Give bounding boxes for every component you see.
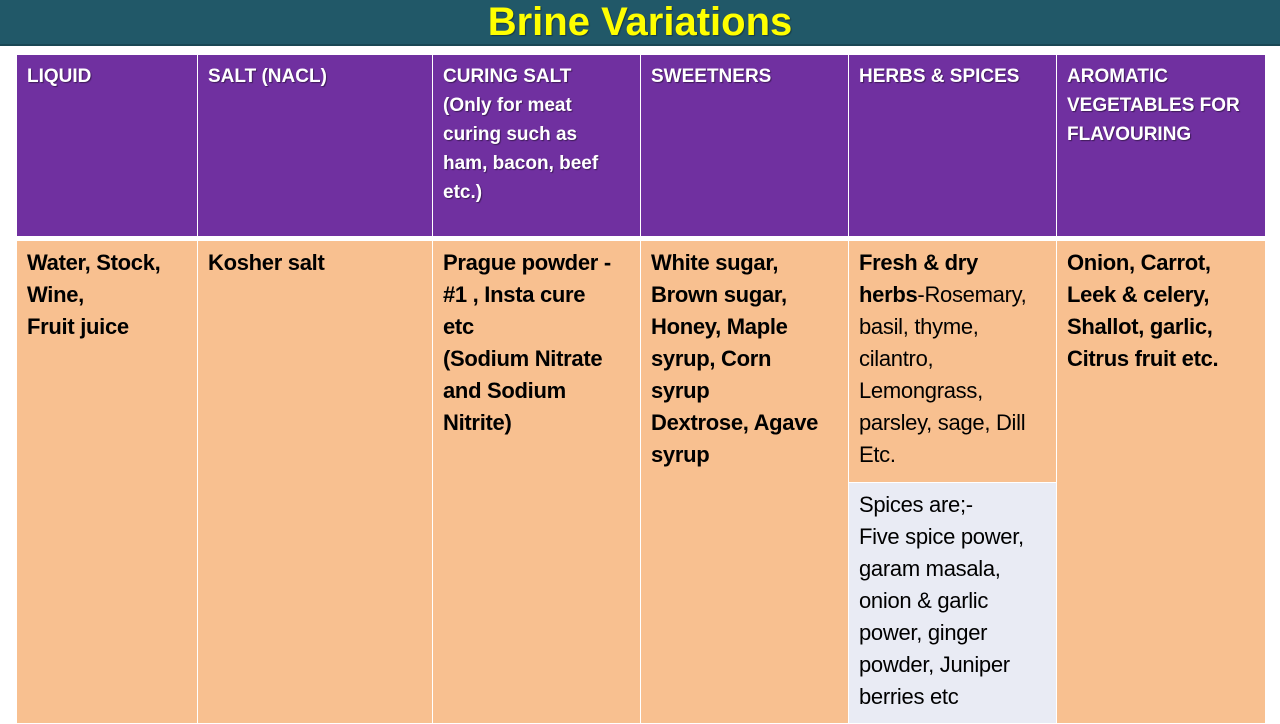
content-row-1 [17, 241, 1266, 483]
header-aromatic [1057, 55, 1266, 237]
cell-line: Fruit juice [27, 314, 129, 339]
cell-line: and Sodium [443, 378, 566, 403]
cell-line: powder, Juniper [859, 652, 1010, 677]
cell-aromatic [1057, 241, 1266, 724]
cell-herbs [849, 241, 1057, 483]
cell-line: etc [443, 314, 474, 339]
header-line: curing such as [443, 124, 578, 145]
cell-line: syrup [651, 378, 710, 403]
cell-line: Wine, [27, 282, 84, 307]
header-line: CURING SALT [443, 66, 572, 87]
header-line: (Only for meat [443, 95, 572, 116]
herbs-list-start: -Rosemary, [917, 282, 1027, 307]
cell-sweetners [641, 241, 849, 724]
header-line: VEGETABLES FOR [1067, 95, 1240, 116]
header-herbs-spices: HERBS & SPICES [849, 55, 1057, 237]
cell-line: #1 , Insta cure [443, 282, 586, 307]
cell-line: cilantro, [859, 346, 934, 371]
header-salt: SALT (NACL) [198, 55, 433, 237]
cell-line: syrup, Corn [651, 346, 772, 371]
cell-spices [849, 483, 1057, 724]
cell-line: Brown sugar, [651, 282, 787, 307]
herbs-word: herbs [859, 282, 918, 307]
header-line: etc.) [443, 182, 483, 203]
cell-line: onion & garlic [859, 588, 989, 613]
brine-table [16, 54, 1266, 724]
cell-line: parsley, sage, Dill [859, 410, 1026, 435]
cell-line: Leek & celery, [1067, 282, 1210, 307]
cell-line: Lemongrass, [859, 378, 983, 403]
cell-line: Fresh & dry [859, 250, 978, 275]
header-line: AROMATIC [1067, 66, 1168, 87]
cell-line: Spices are;- [859, 492, 973, 517]
header-curing-salt [433, 55, 641, 237]
cell-line: Water, Stock, [27, 250, 161, 275]
cell-line: Five spice power, [859, 524, 1024, 549]
cell-line: syrup [651, 442, 710, 467]
header-line: FLAVOURING [1067, 124, 1192, 145]
header-row [17, 55, 1266, 237]
cell-line: Kosher salt [208, 250, 325, 275]
cell-line: power, ginger [859, 620, 988, 645]
cell-line: berries etc [859, 684, 959, 709]
cell-line: (Sodium Nitrate [443, 346, 603, 371]
cell-line: Etc. [859, 442, 896, 467]
cell-line: Honey, Maple [651, 314, 788, 339]
cell-line: Prague powder - [443, 250, 611, 275]
cell-line: basil, thyme, [859, 314, 979, 339]
cell-curing-salt [433, 241, 641, 724]
page-title: Brine Variations [487, 0, 793, 44]
cell-line: Dextrose, Agave [651, 410, 819, 435]
title-bar [0, 0, 1280, 46]
cell-line: Shallot, garlic, [1067, 314, 1213, 339]
cell-line: Citrus fruit etc. [1067, 346, 1219, 371]
cell-line: Nitrite) [443, 410, 512, 435]
cell-line [859, 279, 1048, 311]
cell-line: Onion, Carrot, [1067, 250, 1211, 275]
cell-line: garam masala, [859, 556, 1001, 581]
header-line: ham, bacon, beef [443, 153, 599, 174]
cell-salt [198, 241, 433, 724]
cell-liquid [17, 241, 198, 724]
cell-line: White sugar, [651, 250, 779, 275]
header-liquid: LIQUID [17, 55, 198, 237]
header-sweetners: SWEETNERS [641, 55, 849, 237]
